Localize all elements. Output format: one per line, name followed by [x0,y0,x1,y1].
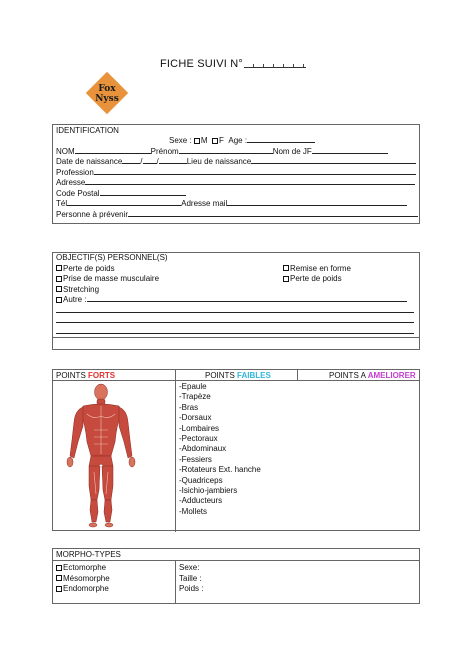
points-header [53,370,419,381]
nom-row [53,147,419,158]
age-field[interactable] [247,136,315,143]
code-postal-label: Code Postal [56,188,100,198]
identification-heading: IDENTIFICATION [56,126,119,135]
sexe-label: Sexe : [169,136,192,145]
list-item: -Pectoraux [179,433,218,443]
dob-label: Date de naissance [56,157,123,166]
dob-day-field[interactable] [122,157,143,166]
list-item: -Isichio-jambiers [179,485,238,495]
fox-nyss-logo [86,74,128,116]
points-forts-word: FORTS [88,371,116,380]
objectif-autre-row [53,295,419,306]
email-field[interactable] [227,199,407,206]
nom-label: NOM [56,146,75,156]
objectifs-section [52,252,420,350]
profession-label: Profession [56,167,94,177]
autre-field[interactable] [87,295,407,302]
list-item: -Quadriceps [179,475,223,485]
checkbox-mesomorphe[interactable] [56,575,62,581]
objectif-label: Perte de poids [290,274,342,283]
checkbox-autre[interactable] [56,297,62,303]
checkbox-perte-de-poids[interactable] [56,265,62,271]
checkbox-prise-de-masse[interactable] [56,276,62,282]
objectif-label: Remise en forme [290,263,351,273]
list-item: -Rotateurs Ext. hanche [179,465,261,475]
list-item: -Adducteurs [179,496,223,506]
email-label: Adresse mail [181,199,228,208]
f-label: F [219,136,224,145]
autre-label: Autre : [63,295,87,304]
morpho-heading: MORPHO-TYPES [53,549,419,561]
dob-sep2: / [156,157,159,166]
code-postal-row [53,189,419,200]
personne-label: Personne à prévenir [56,209,129,219]
points-ameliorer-word: AMELIORER [367,371,416,380]
objectifs-divider [53,337,419,338]
prenom-field[interactable] [179,147,273,154]
autre-field-3[interactable] [56,316,414,323]
morpho-col-divider [175,561,176,604]
nom-jf-field[interactable] [312,147,388,154]
morpho-type-list [53,563,110,595]
list-item: -Fessiers [179,454,212,464]
list-item [53,574,110,585]
list-item [53,584,110,595]
m-label: M [200,136,208,145]
points-faibles-word: FAIBLES [237,371,271,380]
dob-row [53,157,419,168]
nom-jf-label: Nom de JF [272,146,312,156]
form-number-field[interactable] [244,60,306,68]
checkbox-f[interactable] [212,138,218,144]
objectifs-heading: OBJECTIF(S) PERSONNEL(S) [56,253,168,262]
list-item: -Trapèze [179,392,211,402]
sexe-measure-label: Sexe: [179,563,200,572]
list-item: -Abdominaux [179,444,227,454]
autre-field-2[interactable] [56,306,414,313]
checkbox-endomorphe[interactable] [56,586,62,592]
logo-line2: Nyss [95,94,119,104]
profession-field[interactable] [94,168,416,175]
personne-row [53,210,419,221]
checkbox-m[interactable] [194,138,200,144]
objectif-row-1 [53,264,419,275]
checkbox-perte-de-poids-2[interactable] [283,276,289,282]
checkbox-ectomorphe[interactable] [56,565,62,571]
objectif-label: Prise de masse musculaire [63,274,160,283]
list-item [53,563,110,574]
nom-field[interactable] [75,147,151,154]
list-item: -Bras [179,402,199,412]
list-item: -Dorsaux [179,413,212,423]
points-forts-prefix: POINTS [56,371,89,380]
morpho-type-label: Ectomorphe [63,563,107,572]
points-col-divider-1 [175,370,176,532]
points-section [52,369,420,531]
adresse-label: Adresse [56,178,86,187]
points-ameliorer-prefix: POINTS A [329,371,368,380]
personne-field[interactable] [128,210,418,217]
poids-measure-label: Poids : [179,584,204,593]
morpho-types-section [52,548,420,604]
autre-line-4 [53,327,419,338]
morpho-type-label: Mésomorphe [63,573,110,583]
autre-line-2 [53,306,419,317]
dob-month-field[interactable] [143,157,157,164]
tel-label: Tél [56,199,68,208]
objectif-label: Perte de poids [63,263,115,273]
muscle-list [179,382,261,517]
points-ameliorer-header [329,370,416,381]
points-forts-header [56,370,115,381]
lieu-label: Lieu de naissance [186,157,252,166]
sex-age-row [53,136,419,147]
list-item: -Epaule [179,382,207,391]
muscle-anatomy-figure [61,382,141,528]
code-postal-field[interactable] [100,189,186,196]
list-item: -Mollets [179,506,208,516]
autre-field-4[interactable] [56,327,414,334]
morpho-type-label: Endomorphe [63,584,109,593]
points-faibles-header [205,370,271,381]
form-title [160,58,306,70]
dob-sep1: / [140,157,143,166]
points-faibles-prefix: POINTS [205,371,238,380]
checkbox-remise-en-forme[interactable] [283,265,289,271]
morpho-measures [179,563,203,595]
age-label: Age : [228,136,248,145]
dob-year-field[interactable] [156,157,187,166]
objectif-row-3 [53,285,419,296]
logo-line1: Fox [98,84,116,94]
checkbox-stretching[interactable] [56,286,62,292]
prenom-label: Prénom [150,146,179,156]
objectif-row-2 [53,274,419,285]
identification-section [52,124,420,224]
objectif-label: Stretching [63,284,100,294]
points-col-divider-2 [297,370,298,381]
autre-line-3 [53,316,419,327]
lieu-field[interactable] [251,157,416,164]
taille-measure-label: Taille : [179,573,202,583]
form-title-text: FICHE SUIVI N° [160,58,243,70]
adresse-field[interactable] [85,178,415,185]
tel-email-row [53,199,419,210]
profession-row [53,168,419,179]
adresse-row [53,178,419,189]
tel-field[interactable] [67,199,181,206]
list-item: -Lombaires [179,423,220,433]
